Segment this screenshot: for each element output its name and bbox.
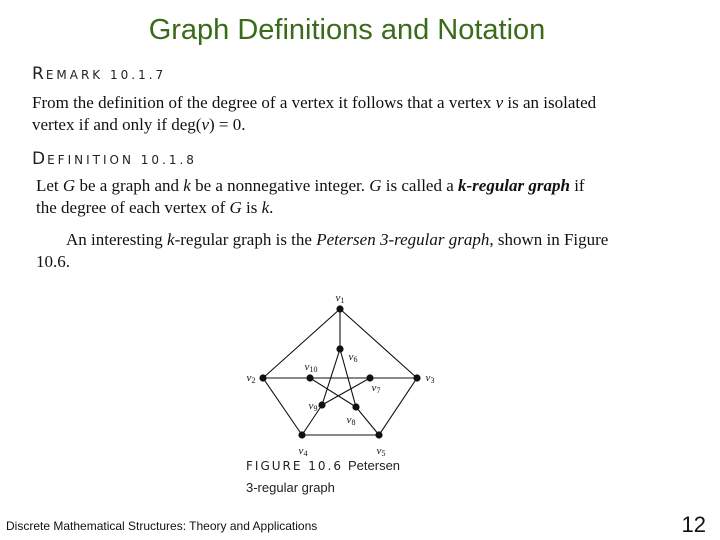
remark-label-initial: R [32,64,46,84]
vertex-label-v9: $v_9$ [308,399,318,413]
vertex-label-v10: $v_{10}$ [304,360,318,374]
vertex-label-v7: $v_7$ [371,381,381,395]
definition-text [36,175,585,219]
text-run: An interesting [66,230,168,249]
text-run: ) = 0. [209,115,246,134]
var-v: v [495,93,504,112]
text-run: vertex if and only if deg( [32,115,202,134]
graph-edges [263,309,417,435]
vertex-label-v4: $v_4$ [298,444,308,458]
figure-name: Petersen [348,458,401,473]
text-run: is an isolated [503,93,597,112]
vertex-v2 [259,374,266,381]
vertex-label-v1: $v_1$ [335,291,345,305]
remark-label-rest: EMARK 10.1.7 [45,68,167,82]
text-run: be a graph and [75,176,184,195]
petersen-graph-figure [240,285,450,460]
petersen-paragraph [36,229,608,273]
graph-name: Petersen 3-regular graph [316,230,490,249]
vertex-label-v2: $v_2$ [246,371,256,385]
edge-v1-v3 [340,309,417,378]
vertex-v8 [352,403,359,410]
edge-v2-v4 [263,378,302,435]
definition-line-2 [36,197,585,219]
text-run: be a nonnegative integer. [190,176,370,195]
text-run: is [241,198,262,217]
petersen-line-2: 10.6. [36,252,70,271]
var-G: G [229,198,242,217]
edge-v1-v2 [263,309,340,378]
page-number: 12 [681,512,706,537]
text-run: the degree of each vertex of [36,198,230,217]
vertex-label-v5: $v_5$ [376,444,386,458]
var-v: v [201,115,210,134]
text-run: -regular graph is the [174,230,317,249]
vertex-label-v6: $v_6$ [348,350,358,364]
vertex-v9 [318,401,325,408]
text-run: . [269,198,274,217]
figure-caption: 3-regular graph [246,480,335,495]
vertex-label-v8: $v_8$ [346,413,356,427]
vertex-v1 [336,305,343,312]
var-k: k [183,176,191,195]
definition-label-initial: D [32,149,48,169]
slide-title: Graph Definitions and Notation [148,14,546,46]
edge-v5-v8 [356,407,379,435]
vertex-label-v3: $v_3$ [425,371,435,385]
vertex-v5 [375,431,382,438]
text-run: , shown in Figure [489,230,609,249]
remark-text [32,92,596,136]
vertex-v3 [413,374,420,381]
definition-label [32,149,197,169]
vertex-v6 [336,345,343,352]
var-G: G [62,176,76,195]
vertex-v4 [298,431,305,438]
text-run: if [569,176,585,195]
text-run: Let [36,176,63,195]
remark-line-2 [32,114,596,136]
text-run: is called a [381,176,459,195]
var-G: G [369,176,382,195]
defined-term: k-regular graph [458,176,570,195]
edge-v3-v5 [379,378,417,435]
figure-label: FIGURE 10.6 [246,459,343,473]
petersen-line-1 [36,229,608,251]
text-run: From the definition of the degree of a vertex it follows that a vertex [32,93,496,112]
var-k: k [261,198,270,217]
vertex-v7 [366,374,373,381]
definition-label-rest: EFINITION 10.1.8 [47,153,197,167]
remark-line-1 [32,92,596,114]
remark-label [32,64,166,84]
vertex-v10 [306,374,313,381]
definition-line-1 [36,175,585,197]
var-k: k [167,230,175,249]
footer-text: Discrete Mathematical Structures: Theory and Applications [6,519,318,533]
